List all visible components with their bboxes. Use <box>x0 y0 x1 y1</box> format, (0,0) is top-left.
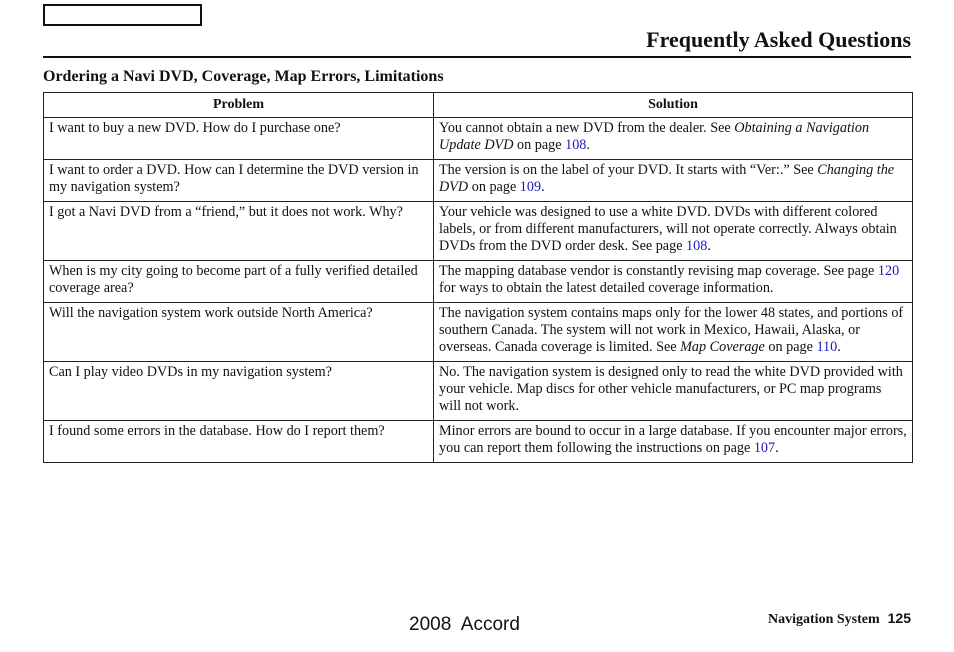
footer-section-name: Navigation System <box>768 612 880 627</box>
solution-text: on page <box>764 339 817 355</box>
table-row <box>44 303 913 362</box>
solution-text: . <box>707 238 711 254</box>
vehicle-model-label: 2008 Accord <box>409 614 520 635</box>
problem-cell: I found some errors in the database. How do I report them? <box>44 421 434 463</box>
page-reference-link[interactable]: 120 <box>877 263 900 279</box>
solution-text: Your vehicle was designed to use a white DVD. DVDs with different colored labels, or from different manufacturers, will not operate correctly. Always obtain DVDs from the DVD order desk. See page <box>439 204 897 254</box>
problem-cell: I want to buy a new DVD. How do I purchase one? <box>44 118 434 160</box>
solution-text: Minor errors are bound to occur in a large database. If you encounter major errors, you can report them following the instructions on page <box>439 423 907 456</box>
page-reference-link[interactable]: 107 <box>753 440 776 456</box>
solution-cell <box>434 362 913 421</box>
problem-cell: I want to order a DVD. How can I determine the DVD version in my navigation system? <box>44 160 434 202</box>
solution-cell <box>434 202 913 261</box>
page-reference-link[interactable]: 109 <box>519 179 542 195</box>
faq-table <box>43 92 913 463</box>
solution-cell <box>434 303 913 362</box>
solution-text: . <box>775 440 779 456</box>
solution-text: The navigation system contains maps only for the lower 48 states, and portions of southern Canada. The system will not work in Mexico, Hawaii, Alaska, or overseas. Canada coverage is limited. See <box>439 305 904 355</box>
table-row <box>44 261 913 303</box>
table-header-row <box>44 93 913 118</box>
solution-section-title: Map Coverage <box>680 339 765 355</box>
table-row <box>44 160 913 202</box>
page-reference-link[interactable]: 110 <box>816 339 838 355</box>
solution-cell <box>434 118 913 160</box>
page-reference-link[interactable]: 108 <box>686 238 708 254</box>
footer-section-label <box>768 610 911 628</box>
solution-section-title: Obtaining a Navigation Update DVD <box>439 120 870 153</box>
table-row <box>44 362 913 421</box>
solution-text: on page <box>513 137 566 153</box>
solution-text: . <box>837 339 841 355</box>
column-header-problem: Problem <box>44 93 434 118</box>
solution-text: You cannot obtain a new DVD from the dealer. See <box>439 120 735 136</box>
problem-cell: Will the navigation system work outside North America? <box>44 303 434 362</box>
solution-cell <box>434 421 913 463</box>
column-header-solution: Solution <box>434 93 913 118</box>
solution-text: The mapping database vendor is constantly revising map coverage. See page <box>439 263 878 279</box>
page-number: 125 <box>887 610 911 626</box>
section-title: Ordering a Navi DVD, Coverage, Map Errors, Limitations <box>43 68 444 85</box>
solution-text: for ways to obtain the latest detailed coverage information. <box>439 280 774 296</box>
solution-text: The version is on the label of your DVD. It starts with “Ver:.” See <box>439 162 818 178</box>
header-tab-box <box>43 4 202 26</box>
table-row <box>44 118 913 160</box>
solution-cell <box>434 261 913 303</box>
solution-text: . <box>541 179 545 195</box>
problem-cell: When is my city going to become part of a fully verified detailed coverage area? <box>44 261 434 303</box>
title-divider <box>43 56 911 58</box>
solution-section-title: Changing the DVD <box>439 162 895 195</box>
solution-text: No. The navigation system is designed only to read the white DVD provided with your vehicle. Map discs for other vehicle manufacturers, or PC map programs will not work. <box>439 364 903 414</box>
table-row <box>44 421 913 463</box>
solution-cell <box>434 160 913 202</box>
table-row <box>44 202 913 261</box>
problem-cell: I got a Navi DVD from a “friend,” but it does not work. Why? <box>44 202 434 261</box>
page-title: Frequently Asked Questions <box>646 27 911 52</box>
solution-text: on page <box>468 179 520 195</box>
page-reference-link[interactable]: 108 <box>565 137 587 153</box>
solution-text: . <box>586 137 590 153</box>
problem-cell: Can I play video DVDs in my navigation system? <box>44 362 434 421</box>
